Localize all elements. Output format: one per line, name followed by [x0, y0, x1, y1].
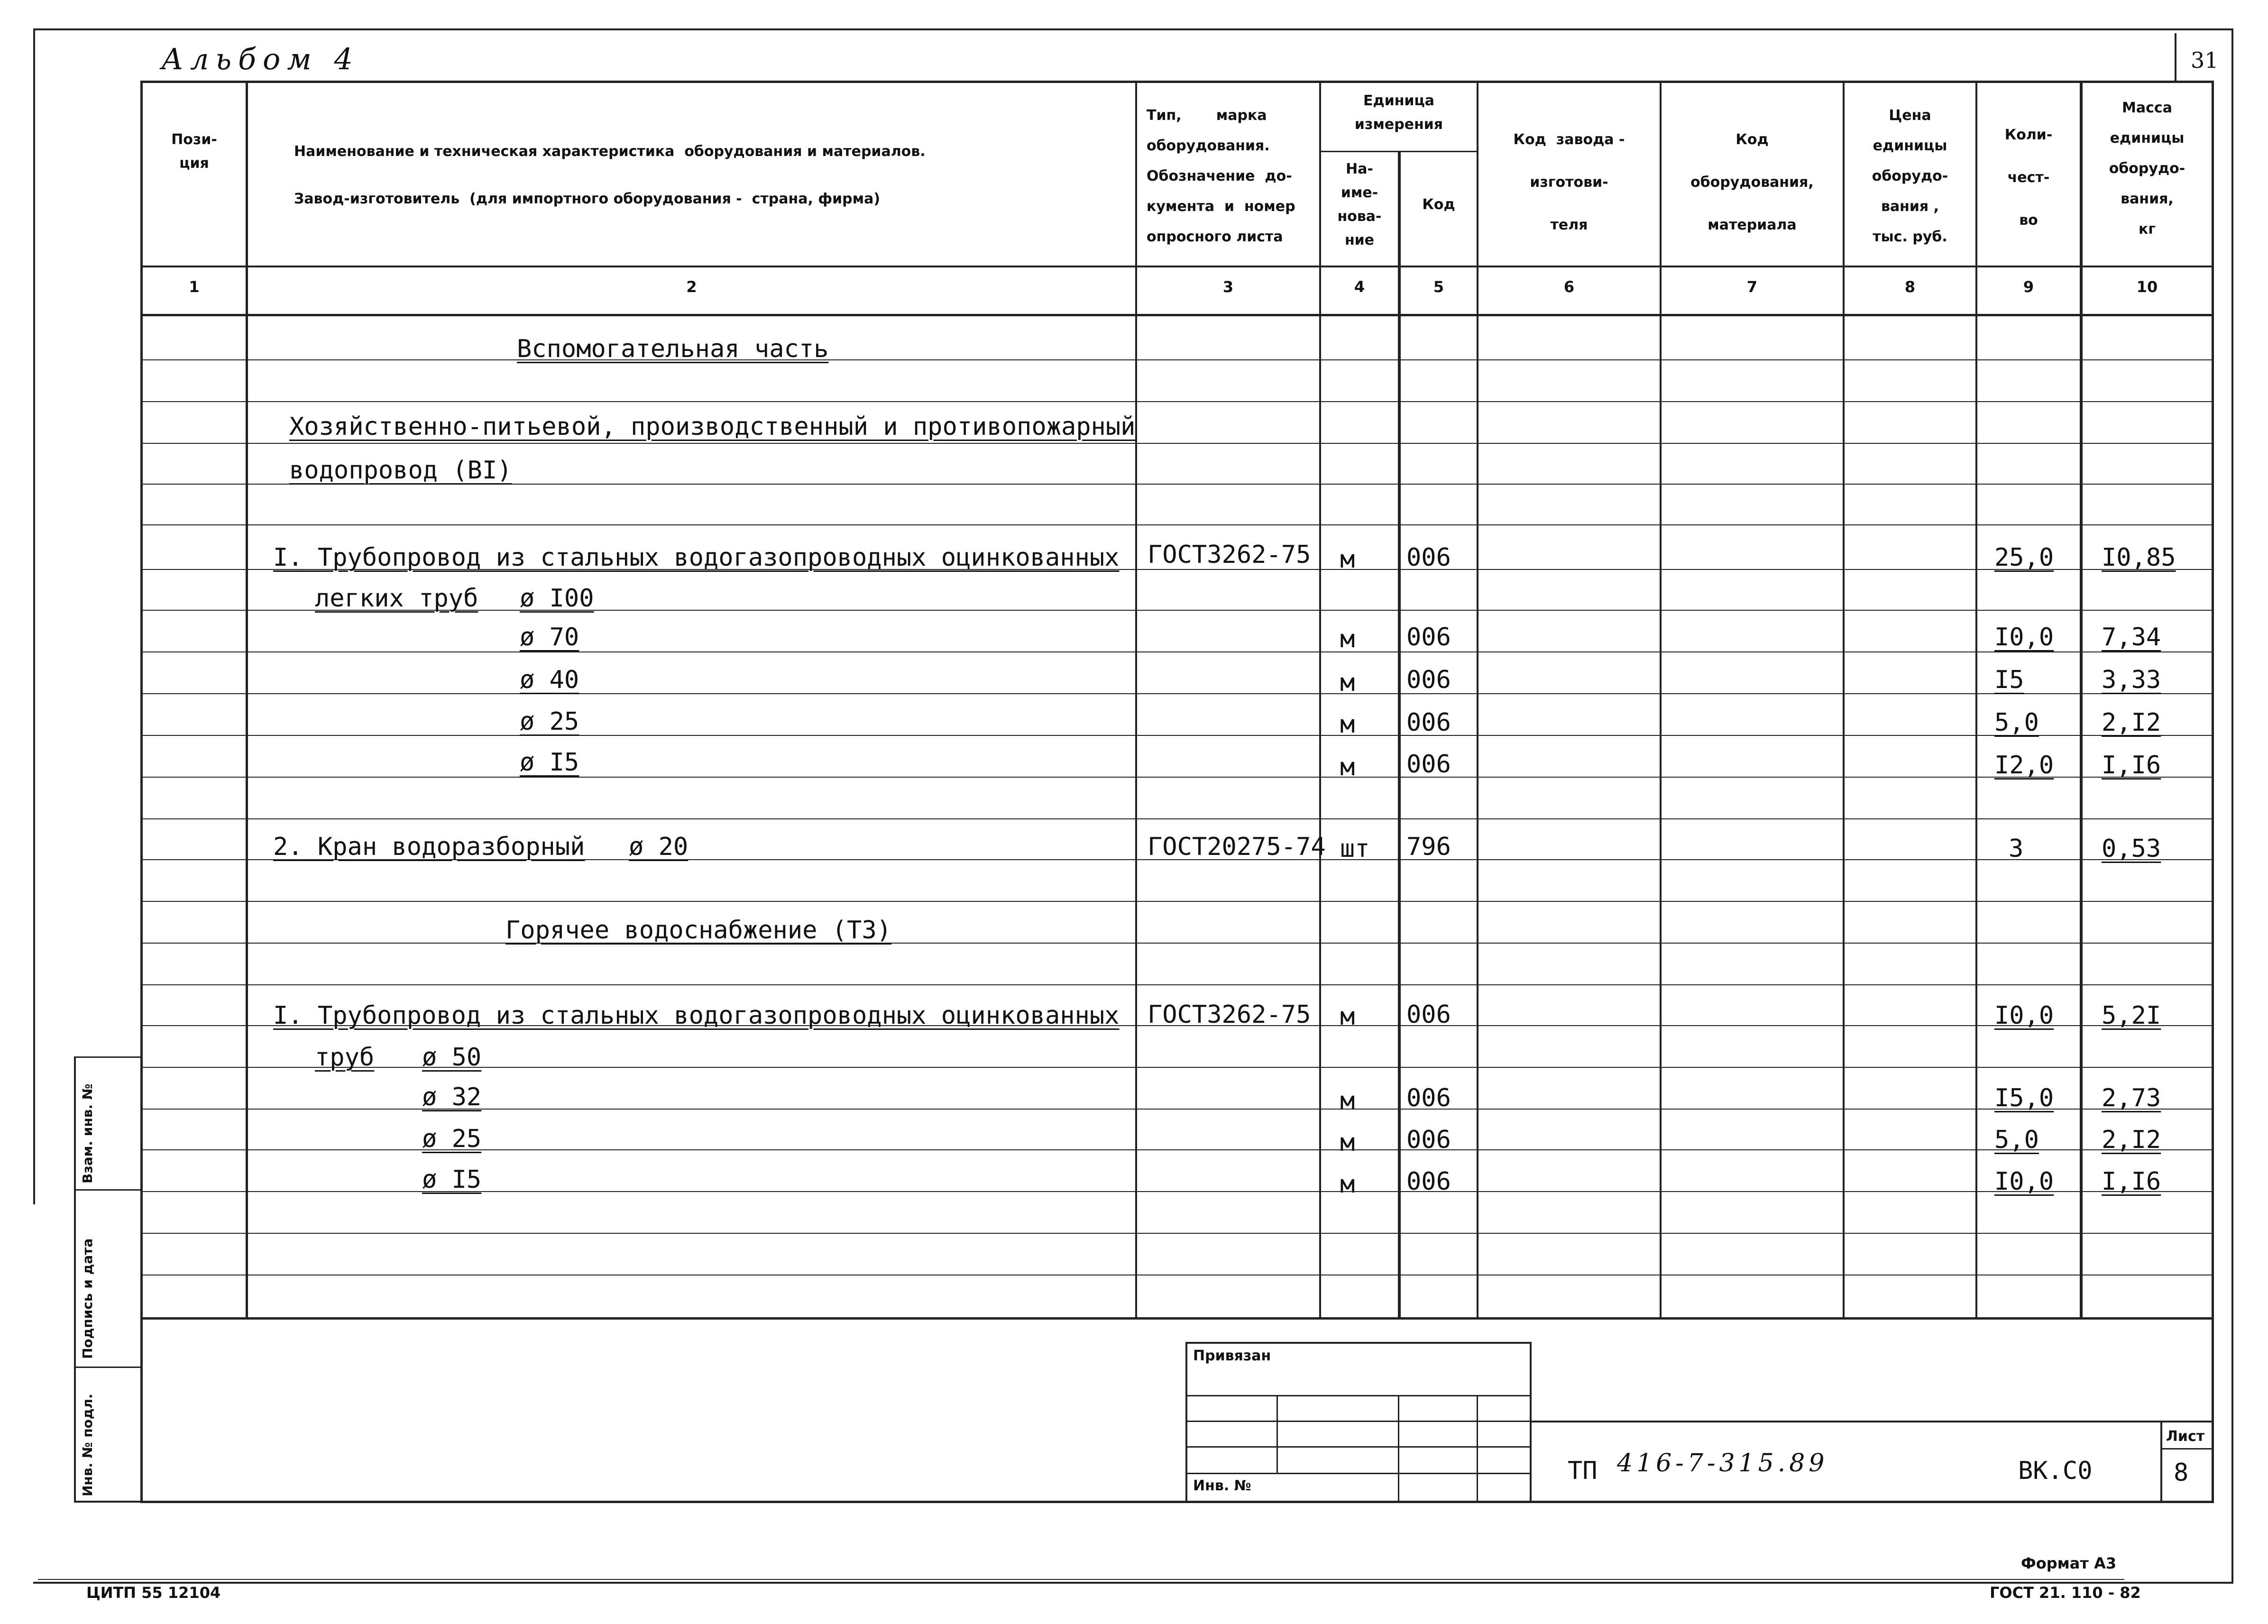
section-water-line1: Хозяйственно-питьевой, производственный и противопожарный — [289, 413, 1136, 441]
item3-code: 006 — [1406, 1000, 1451, 1029]
page-number: 31 — [2191, 47, 2219, 73]
header-unit: Единица измерения — [1354, 92, 1443, 133]
d25b-diameter: ø 25 — [422, 1125, 482, 1153]
item2-unit: шт — [1340, 835, 1370, 863]
col-number: 3 — [1222, 278, 1234, 296]
item2-doc: ГОСТ20275-74 — [1148, 833, 1326, 861]
item1-qty: 25,0 — [1994, 543, 2054, 572]
col-number: 10 — [2136, 278, 2158, 296]
stamp-code: ВК.С0 — [2018, 1457, 2093, 1485]
d15a-diameter: ø I5 — [520, 748, 579, 777]
item3-unit: м — [1340, 1002, 1355, 1031]
d40-qty: I5 — [1994, 666, 2024, 694]
d40-unit: м — [1340, 669, 1355, 697]
item2-code: 796 — [1406, 833, 1451, 861]
section-water-line2: водопровод (BI) — [289, 456, 512, 485]
header-quantity: Коли- чест- во — [2004, 127, 2053, 229]
d25b-mass: 2,I2 — [2102, 1126, 2161, 1154]
stamp-sheet-number: 8 — [2174, 1459, 2189, 1487]
d25a-code: 006 — [1406, 708, 1451, 737]
d32-qty: I5,0 — [1994, 1084, 2054, 1112]
d25b-unit: м — [1340, 1129, 1355, 1157]
stamp-tp-number: 416-7-315.89 — [1617, 1449, 1828, 1477]
item1-doc: ГОСТ3262-75 — [1148, 541, 1311, 569]
col-number: 9 — [2023, 278, 2034, 296]
d70-mass: 7,34 — [2102, 623, 2161, 651]
d15b-mass: I,I6 — [2102, 1167, 2161, 1196]
stamp-sheet-label: Лист — [2166, 1428, 2205, 1445]
item1-unit: м — [1340, 545, 1355, 574]
item1-name: I. Трубопровод из стальных водогазопроводных оцинкованных — [273, 543, 1120, 572]
d40-mass: 3,33 — [2102, 666, 2161, 694]
item1-name2: легких труб — [315, 584, 478, 613]
section-aux-part: Вспомогательная часть — [517, 335, 829, 363]
d32-diameter: ø 32 — [422, 1083, 482, 1111]
d15b-qty: I0,0 — [1994, 1167, 2054, 1196]
d70-diameter: ø 70 — [520, 623, 579, 651]
item2-mass: 0,53 — [2102, 835, 2161, 863]
header-unit-code: Код — [1422, 196, 1455, 213]
item2-qty: 3 — [2009, 835, 2024, 863]
d15a-code: 006 — [1406, 750, 1451, 779]
d25a-mass: 2,I2 — [2102, 708, 2161, 737]
d15a-qty: I2,0 — [1994, 751, 2054, 780]
d32-code: 006 — [1406, 1084, 1451, 1112]
album-label: Альбом 4 — [161, 42, 359, 76]
item1-code: 006 — [1406, 543, 1451, 572]
stamp-privyazan: Привязан — [1193, 1348, 1271, 1364]
col-number: 1 — [189, 278, 200, 296]
d25a-unit: м — [1340, 710, 1355, 739]
header-unit-name: На- име- нова- ние — [1337, 161, 1382, 248]
d25a-qty: 5,0 — [1994, 708, 2039, 737]
side-label-vzam: Взам. инв. № — [80, 1083, 95, 1184]
item3-qty: I0,0 — [1994, 1001, 2054, 1030]
d70-qty: I0,0 — [1994, 623, 2054, 651]
d15b-code: 006 — [1406, 1167, 1451, 1196]
item3-mass: 5,2I — [2102, 1001, 2161, 1030]
header-price: Цена единицы оборудо- вания , тыс. руб. — [1872, 107, 1948, 245]
item3-name: I. Трубопровод из стальных водогазопроводных оцинкованных — [273, 1001, 1120, 1030]
d32-unit: м — [1340, 1087, 1355, 1115]
side-label-inv-podl: Инв. № подл. — [80, 1394, 95, 1496]
d25a-diameter: ø 25 — [520, 707, 579, 736]
header-position: Пози- ция — [171, 131, 217, 172]
item2-diameter: ø 20 — [629, 833, 689, 861]
header-name: Наименование и техническая характеристика оборудования и материалов. Завод-изготовитель (для импортного оборудования - страна, фирма) — [294, 143, 926, 207]
d70-code: 006 — [1406, 623, 1451, 651]
item1-diameter: ø I00 — [520, 584, 594, 613]
footer-format: Формат А3 — [2021, 1554, 2117, 1572]
d32-mass: 2,73 — [2102, 1084, 2161, 1112]
d15a-unit: м — [1340, 753, 1355, 781]
col-number: 6 — [1563, 278, 1575, 296]
header-type: Тип, марка оборудования. Обозначение до- кумента и номер опросного листа — [1147, 107, 1295, 245]
footer-citp: ЦИТП 55 12104 — [86, 1584, 221, 1602]
stamp-inv-no: Инв. № — [1193, 1477, 1251, 1494]
header-equipment-code: Код оборудования, материала — [1690, 131, 1814, 233]
d15b-unit: м — [1340, 1170, 1355, 1199]
side-label-podpis: Подпись и дата — [80, 1238, 95, 1359]
item3-name2: труб — [315, 1043, 375, 1072]
item2-name: 2. Кран водоразборный — [273, 833, 585, 861]
footer-gost: ГОСТ 21. 110 - 82 — [1990, 1584, 2141, 1602]
header-factory-code: Код завода - изготови- теля — [1513, 131, 1625, 233]
col-number: 8 — [1904, 278, 1916, 296]
item1-mass: I0,85 — [2102, 543, 2176, 572]
stamp-tp-prefix: ТП — [1568, 1457, 1598, 1485]
header-mass: Масса единицы оборудо- вания, кг — [2109, 100, 2185, 238]
d15b-diameter: ø I5 — [422, 1165, 482, 1194]
d40-diameter: ø 40 — [520, 666, 579, 694]
col-number: 4 — [1354, 278, 1365, 296]
section-hot-water: Горячее водоснабжение (T3) — [505, 916, 891, 945]
col-number: 7 — [1746, 278, 1758, 296]
d15a-mass: I,I6 — [2102, 751, 2161, 780]
d40-code: 006 — [1406, 666, 1451, 694]
col-number: 2 — [686, 278, 697, 296]
d70-unit: м — [1340, 625, 1355, 653]
d25b-qty: 5,0 — [1994, 1126, 2039, 1154]
item3-doc: ГОСТ3262-75 — [1148, 1000, 1311, 1029]
col-number: 5 — [1433, 278, 1444, 296]
d25b-code: 006 — [1406, 1126, 1451, 1154]
item3-diameter: ø 50 — [422, 1043, 482, 1072]
